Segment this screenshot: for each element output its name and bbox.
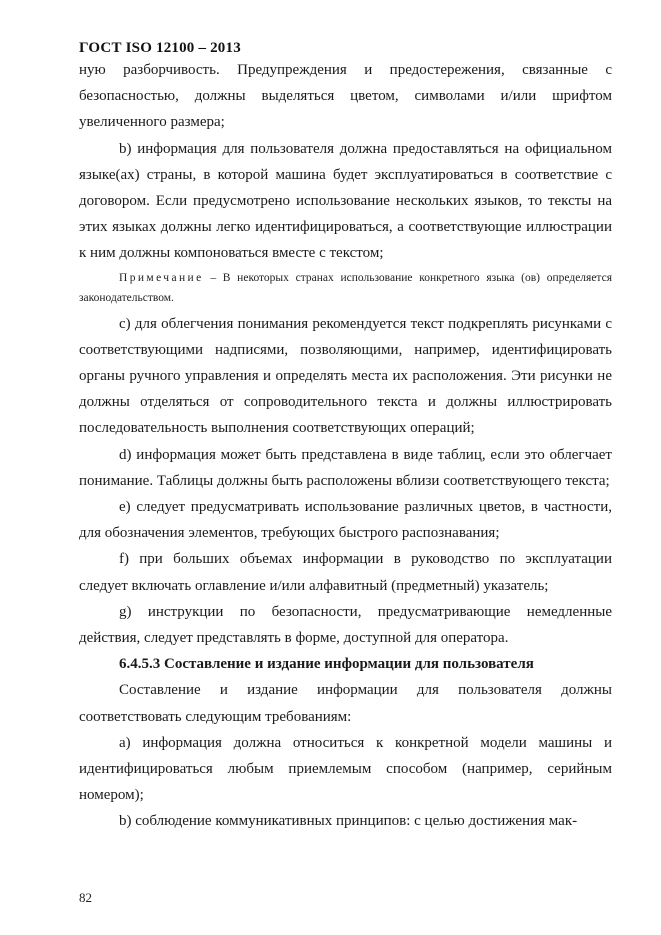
body-text [79, 57, 612, 835]
list-item-b-language: b) информация для пользователя должна предоставляться на официальном языке(ах) страны, в которой машина будет эксплуатироваться в соответствие с договором. Если предусмотрено использование нескольких языков, то тексты на этих языках должны легко идентифицироваться, а соответствующие иллюстрации к ним должны компоноваться вместе с текстом; [79, 140, 612, 262]
list-item-d-tables: d) информация может быть представлена в виде таблиц, если это облегчает понимание. Таблицы должны быть расположены вблизи соответствующего текста; [79, 446, 612, 489]
list-item-e-colors: e) следует предусматривать использование различных цветов, в частности, для обозначения элементов, требующих быстрого распознавания; [79, 499, 612, 542]
section-heading: 6.4.5.3 Составление и издание информации для пользователя [119, 656, 534, 673]
paragraph-continuation: ную разборчивость. Предупреждения и предостережения, связанные с безопасностью, должны выделяться цветом, символами и/или шрифтом увеличенного размера; [79, 62, 612, 131]
note-text: – В некоторых странах использование конкретного языка (ов) определяется законодательством. [79, 271, 612, 305]
list-item-g-safety: g) инструкции по безопасности, предусматривающие немедленные действия, следует представлять в форме, доступной для оператора. [79, 603, 612, 647]
note [79, 267, 612, 311]
list-item-f-index: f) при больших объемах информации в руководство по эксплуатации следует включать оглавление и/или алфавитный (предметный) указатель; [79, 551, 612, 594]
note-label: Примечание [119, 271, 204, 284]
list-item-c-figures: c) для облегчения понимания рекомендуется текст подкреплять рисунками с соответствующими надписями, позволяющими, например, идентифицировать органы ручного управления и определять места их расположения. Эти рисунки не должны отделяться от сопроводительного текста и должны иллюстрировать последовательность выполнения соответствующих операций; [79, 315, 612, 437]
page-number: 82 [79, 890, 92, 905]
list-item-a-model: a) информация должна относиться к конкретной модели машины и идентифицироваться любым приемлемым способом (например, серийным номером); [79, 734, 612, 804]
list-item-b-communication: b) соблюдение коммуникативных принципов: с целью достижения мак- [119, 813, 578, 830]
document-header: ГОСТ ISO 12100 – 2013 [79, 40, 241, 56]
section-intro: Составление и издание информации для пользователя должны соответствовать следующим требованиям: [79, 682, 612, 725]
